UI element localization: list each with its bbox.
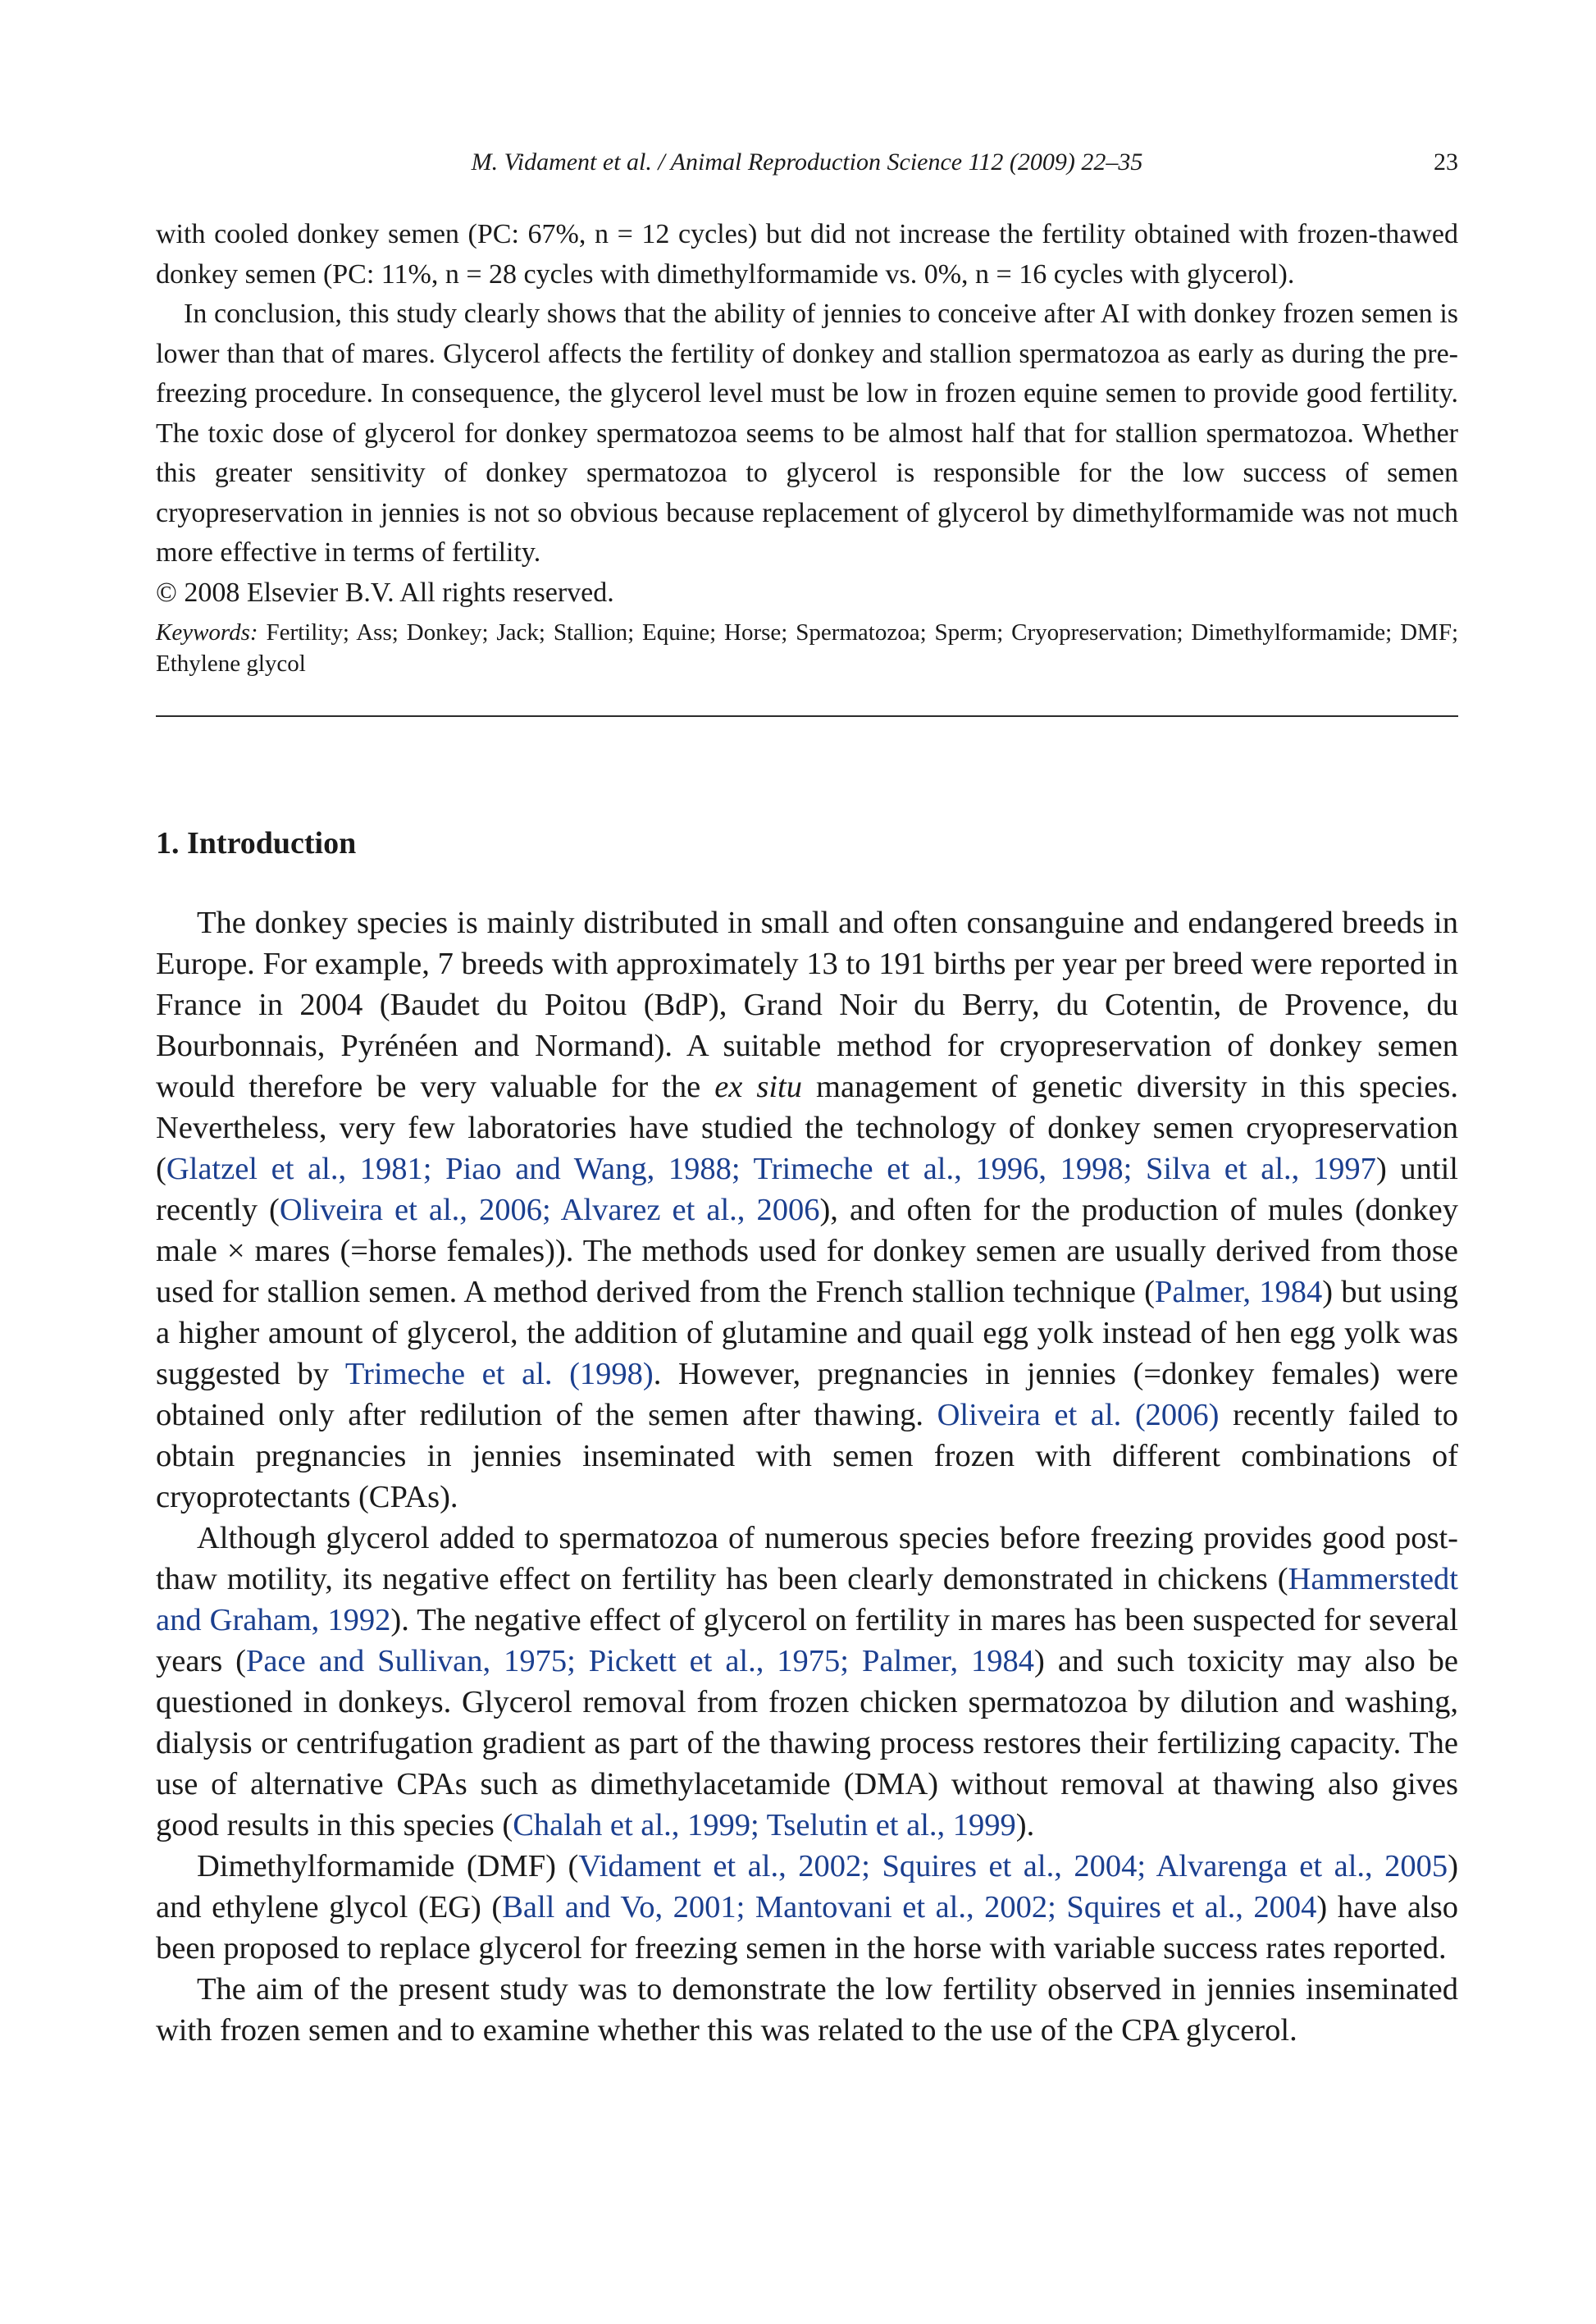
section-heading: 1. Introduction (156, 826, 357, 861)
citation-link[interactable]: Vidament et al., 2002; Squires et al., 2004; Alvarenga et al., 2005 (578, 1849, 1448, 1883)
intro-paragraph-3 (156, 1846, 1458, 1969)
keywords-list: Fertility; Ass; Donkey; Jack; Stallion; Equine; Horse; Spermatozoa; Sperm; Cryopreservation; Dimethylformamide; DMF; Ethylene glycol (156, 619, 1459, 677)
keywords (156, 617, 1458, 679)
citation-link[interactable]: Oliveira et al. (2006) (937, 1398, 1220, 1432)
text: The aim of the present study was to demonstrate the low fertility observed in jennies inseminated with frozen semen and to examine whether this was related to the use of the CPA glycerol. (156, 1972, 1458, 2048)
text: Although glycerol added to spermatozoa of numerous species before freezing provides good post-thaw motility, its negative effect on fertility has been clearly demonstrated in chickens ( (156, 1521, 1458, 1596)
text: ). The negative effect of glycerol on fertility in mares has been suspected for several years ( (156, 1603, 1459, 1678)
intro-paragraph-1 (156, 902, 1458, 1518)
text: ) until recently ( (156, 1152, 1458, 1227)
citation-link[interactable]: Oliveira et al., 2006; Alvarez et al., 2006 (279, 1193, 820, 1227)
citation-link[interactable]: Ball and Vo, 2001; Mantovani et al., 2002; Squires et al., 2004 (502, 1890, 1317, 1924)
text: The donkey species is mainly distributed in small and often consanguine and endangered breeds in Europe. For example, 7 breeds with approximately 13 to 191 births per year per breed were reported in France in 2004 (Baudet du Poitou (BdP), Grand Noir du Berry, du Cotentin, de Provence, du Bourbonnais, Pyrénéen and Normand). A suitable method for cryopreservation of donkey semen would therefore be very valuable for the (156, 906, 1458, 1104)
abstract-conclusion: In conclusion, this study clearly shows that the ability of jennies to conceive after AI with donkey frozen semen is lower than that of mares. Glycerol affects the fertility of donkey and stallion spermatozoa as early as during the pre-freezing procedure. In consequence, the glycerol level must be low in frozen equine semen to provide good fertility. The toxic dose of glycerol for donkey spermatozoa seems to be almost half that for stallion spermatozoa. Whether this greater sensitivity of donkey spermatozoa to glycerol is responsible for the low success of semen cryopreservation in jennies is not so obvious because replacement of glycerol by dimethylformamide was not much more effective in terms of fertility. (156, 299, 1458, 568)
text: Dimethylformamide (DMF) ( (197, 1849, 579, 1883)
running-title: M. Vidament et al. / Animal Reproduction Science 112 (2009) 22–35 (471, 148, 1143, 176)
copyright-notice: © 2008 Elsevier B.V. All rights reserved. (156, 577, 614, 608)
text: ), and often for the production of mules (donkey male × mares (=horse females)). The methods used for donkey semen are usually derived from those used for stallion semen. A method derived from the French stallion technique ( (156, 1193, 1458, 1309)
page-number: 23 (1434, 148, 1458, 176)
citation-link[interactable]: Palmer, 1984 (1154, 1275, 1323, 1309)
running-head (156, 146, 1458, 179)
section-divider (156, 715, 1458, 717)
text: ) and such toxicity may also be questioned in donkeys. Glycerol removal from frozen chicken spermatozoa by dilution and washing, dialysis or centrifugation gradient as part of the thawing process restores their fertilizing capacity. The use of alternative CPAs such as dimethylacetamide (DMA) without removal at thawing also gives good results in this species ( (156, 1644, 1458, 1842)
text: ) and ethylene glycol (EG) ( (156, 1849, 1459, 1924)
citation-link[interactable]: Pace and Sullivan, 1975; Pickett et al., 1975; Palmer, 1984 (246, 1644, 1035, 1678)
text: ) but using a higher amount of glycerol, the addition of glutamine and quail egg yolk instead of hen egg yolk was suggested by (156, 1275, 1458, 1391)
abstract (156, 215, 1458, 613)
text: ). (1015, 1808, 1035, 1842)
intro-paragraph-2 (156, 1518, 1458, 1846)
citation-link[interactable]: Chalah et al., 1999; Tselutin et al., 1999 (513, 1808, 1016, 1842)
citation-link[interactable]: Trimeche et al. (1998) (344, 1357, 654, 1391)
citation-link[interactable]: Glatzel et al., 1981; Piao and Wang, 1988; Trimeche et al., 1996, 1998; Silva et al., 1997 (166, 1152, 1376, 1186)
intro-paragraph-4 (156, 1969, 1458, 2051)
emphasis: ex situ (714, 1070, 802, 1104)
citation-link[interactable]: Hammerstedt and Graham, 1992 (156, 1562, 1458, 1637)
text: recently failed to obtain pregnancies in jennies inseminated with semen frozen with different combinations of cryoprotectants (CPAs). (156, 1398, 1458, 1514)
text: management of genetic diversity in this species. Nevertheless, very few laboratories have studied the technology of donkey semen cryopreservation ( (156, 1070, 1458, 1186)
introduction-body (156, 902, 1458, 2051)
abstract-paragraph: with cooled donkey semen (PC: 67%, n = 12 cycles) but did not increase the fertility obtained with frozen-thawed donkey semen (PC: 11%, n = 28 cycles with dimethylformamide vs. 0%, n = 16 cycles with glycerol). (156, 219, 1458, 290)
text: . However, pregnancies in jennies (=donkey females) were obtained only after redilution of the semen after thawing. (156, 1357, 1458, 1432)
keywords-label: Keywords: (156, 619, 258, 646)
text: ) have also been proposed to replace glycerol for freezing semen in the horse with variable success rates reported. (156, 1890, 1459, 1966)
